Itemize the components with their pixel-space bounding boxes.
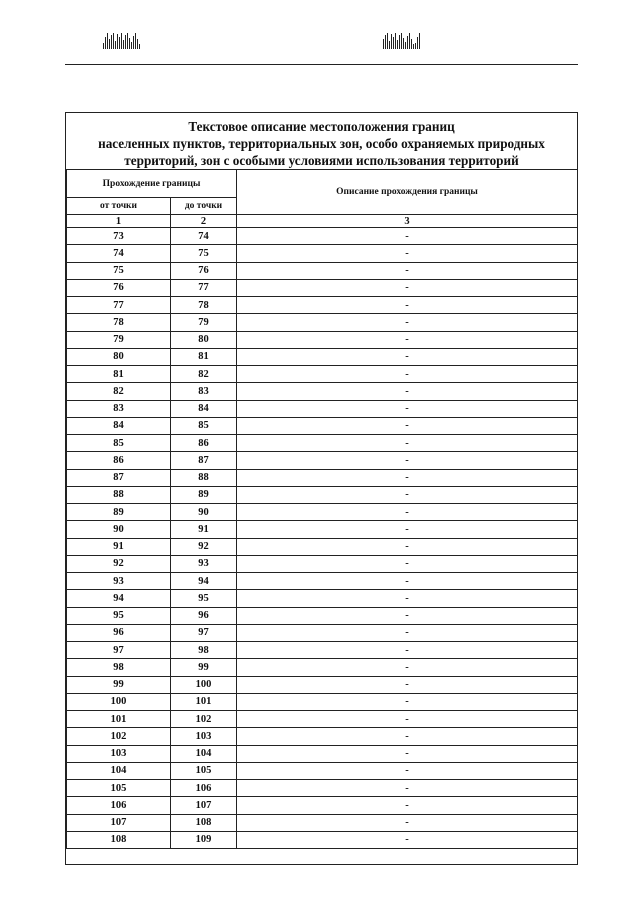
column-number-1: 1 (67, 215, 171, 228)
to-point-cell: 105 (171, 762, 237, 779)
table-row (67, 417, 578, 434)
column-number-2: 2 (171, 215, 237, 228)
barcode-bar (103, 43, 104, 49)
table-row (67, 590, 578, 607)
table-row (67, 383, 578, 400)
from-point-cell: 98 (67, 659, 171, 676)
description-cell: - (237, 486, 578, 503)
to-point-cell: 88 (171, 469, 237, 486)
column-number-3: 3 (237, 215, 578, 228)
description-cell: - (237, 831, 578, 848)
table-row (67, 521, 578, 538)
from-point-cell: 104 (67, 762, 171, 779)
to-point-cell: 98 (171, 642, 237, 659)
to-point-cell: 109 (171, 831, 237, 848)
barcode-bar (411, 39, 412, 49)
table-row (67, 642, 578, 659)
description-cell: - (237, 676, 578, 693)
barcode-bar (409, 33, 410, 49)
description-cell: - (237, 262, 578, 279)
to-point-cell: 85 (171, 417, 237, 434)
from-point-cell: 91 (67, 538, 171, 555)
from-point-cell: 73 (67, 228, 171, 245)
to-point-cell: 104 (171, 745, 237, 762)
to-point-cell: 77 (171, 279, 237, 296)
from-point-cell: 87 (67, 469, 171, 486)
to-point-cell: 90 (171, 504, 237, 521)
barcode-right (383, 33, 420, 49)
table-row (67, 279, 578, 296)
table-row (67, 245, 578, 262)
to-point-cell: 80 (171, 331, 237, 348)
description-cell: - (237, 642, 578, 659)
table-row (67, 486, 578, 503)
table-row (67, 555, 578, 572)
from-point-cell: 88 (67, 486, 171, 503)
barcode-bar (413, 44, 414, 49)
to-point-cell: 102 (171, 711, 237, 728)
description-cell: - (237, 762, 578, 779)
from-point-cell: 76 (67, 279, 171, 296)
barcode-bar (131, 42, 132, 49)
table-row (67, 797, 578, 814)
description-cell: - (237, 607, 578, 624)
description-cell: - (237, 573, 578, 590)
to-point-header: до точки (171, 198, 237, 215)
description-cell: - (237, 400, 578, 417)
to-point-cell: 107 (171, 797, 237, 814)
table-row (67, 607, 578, 624)
table-row (67, 400, 578, 417)
description-cell: - (237, 521, 578, 538)
description-cell: - (237, 228, 578, 245)
to-point-cell: 81 (171, 348, 237, 365)
description-cell: - (237, 435, 578, 452)
barcode-bar (399, 35, 400, 49)
table-row (67, 728, 578, 745)
table-row (67, 745, 578, 762)
table-row (67, 624, 578, 641)
barcode-bar (387, 33, 388, 49)
table-row (67, 573, 578, 590)
to-point-cell: 96 (171, 607, 237, 624)
to-point-cell: 94 (171, 573, 237, 590)
description-cell: - (237, 469, 578, 486)
barcode-bar (401, 33, 402, 49)
to-point-cell: 76 (171, 262, 237, 279)
title-line-2: населенных пунктов, территориальных зон, особо охраняемых природных (98, 136, 545, 151)
barcode-bar (385, 35, 386, 49)
barcode-bar (137, 39, 138, 49)
to-point-cell: 95 (171, 590, 237, 607)
from-point-cell: 93 (67, 573, 171, 590)
from-point-cell: 101 (67, 711, 171, 728)
from-point-cell: 90 (67, 521, 171, 538)
description-cell: - (237, 814, 578, 831)
from-point-cell: 78 (67, 314, 171, 331)
from-point-cell: 83 (67, 400, 171, 417)
barcode-bar (115, 41, 116, 49)
description-cell: - (237, 624, 578, 641)
barcode-bar (105, 37, 106, 49)
barcode-bar (135, 33, 136, 49)
to-point-cell: 106 (171, 780, 237, 797)
barcode-bar (123, 40, 124, 49)
description-cell: - (237, 366, 578, 383)
description-header: Описание прохождения границы (237, 170, 578, 215)
barcode-bar (111, 35, 112, 49)
description-cell: - (237, 331, 578, 348)
barcode-bar (119, 37, 120, 49)
description-cell: - (237, 711, 578, 728)
description-cell: - (237, 314, 578, 331)
from-point-cell: 92 (67, 555, 171, 572)
table-row (67, 297, 578, 314)
barcode-bar (415, 43, 416, 49)
from-point-cell: 84 (67, 417, 171, 434)
table-row (67, 659, 578, 676)
to-point-cell: 74 (171, 228, 237, 245)
barcode-left (103, 33, 140, 49)
table-row (67, 262, 578, 279)
title-line-3: территорий, зон с особыми условиями использования территорий (124, 153, 519, 168)
description-cell: - (237, 797, 578, 814)
from-point-cell: 103 (67, 745, 171, 762)
table-row (67, 504, 578, 521)
barcode-bar (113, 33, 114, 49)
barcode-bar (417, 37, 418, 49)
from-point-header: от точки (67, 198, 171, 215)
description-cell: - (237, 452, 578, 469)
boundary-passage-header: Прохождение границы (67, 170, 237, 198)
barcode-bar (403, 38, 404, 49)
table-row (67, 780, 578, 797)
table-row (67, 676, 578, 693)
barcode-bar (139, 44, 140, 49)
barcode-bar (133, 36, 134, 49)
from-point-cell: 82 (67, 383, 171, 400)
from-point-cell: 108 (67, 831, 171, 848)
table-row (67, 814, 578, 831)
description-cell: - (237, 348, 578, 365)
table-row (67, 469, 578, 486)
table-row (67, 538, 578, 555)
to-point-cell: 99 (171, 659, 237, 676)
to-point-cell: 108 (171, 814, 237, 831)
from-point-cell: 77 (67, 297, 171, 314)
table-row (67, 314, 578, 331)
description-cell: - (237, 745, 578, 762)
to-point-cell: 103 (171, 728, 237, 745)
barcode-bar (395, 33, 396, 49)
barcode-bar (407, 36, 408, 49)
boundary-description-frame (65, 112, 578, 865)
table-row (67, 228, 578, 245)
to-point-cell: 101 (171, 693, 237, 710)
barcode-bar (405, 42, 406, 49)
from-point-cell: 100 (67, 693, 171, 710)
header-divider (65, 64, 578, 65)
from-point-cell: 79 (67, 331, 171, 348)
from-point-cell: 106 (67, 797, 171, 814)
to-point-cell: 84 (171, 400, 237, 417)
title-line-1: Текстовое описание местоположения границ (188, 119, 455, 134)
description-cell: - (237, 780, 578, 797)
description-cell: - (237, 728, 578, 745)
description-cell: - (237, 245, 578, 262)
to-point-cell: 87 (171, 452, 237, 469)
table-body (67, 228, 578, 849)
to-point-cell: 79 (171, 314, 237, 331)
description-cell: - (237, 297, 578, 314)
description-cell: - (237, 417, 578, 434)
table-row (67, 831, 578, 848)
barcode-bar (117, 34, 118, 49)
from-point-cell: 97 (67, 642, 171, 659)
table-row (67, 762, 578, 779)
table-row (67, 366, 578, 383)
barcode-bar (121, 33, 122, 49)
from-point-cell: 74 (67, 245, 171, 262)
description-cell: - (237, 555, 578, 572)
table-row (67, 331, 578, 348)
barcode-bar (127, 33, 128, 49)
from-point-cell: 75 (67, 262, 171, 279)
from-point-cell: 81 (67, 366, 171, 383)
from-point-cell: 89 (67, 504, 171, 521)
from-point-cell: 95 (67, 607, 171, 624)
from-point-cell: 85 (67, 435, 171, 452)
from-point-cell: 80 (67, 348, 171, 365)
to-point-cell: 97 (171, 624, 237, 641)
table-row (67, 452, 578, 469)
barcode-bar (125, 35, 126, 49)
table-row (67, 435, 578, 452)
table-row (67, 711, 578, 728)
barcode-bar (397, 40, 398, 49)
barcode-bar (107, 33, 108, 49)
from-point-cell: 96 (67, 624, 171, 641)
description-cell: - (237, 693, 578, 710)
to-point-cell: 78 (171, 297, 237, 314)
boundary-table (66, 169, 578, 849)
to-point-cell: 91 (171, 521, 237, 538)
to-point-cell: 89 (171, 486, 237, 503)
description-cell: - (237, 659, 578, 676)
barcode-bar (419, 33, 420, 49)
barcode-bar (129, 38, 130, 49)
to-point-cell: 92 (171, 538, 237, 555)
document-title (66, 118, 577, 169)
to-point-cell: 75 (171, 245, 237, 262)
from-point-cell: 94 (67, 590, 171, 607)
to-point-cell: 100 (171, 676, 237, 693)
barcode-bar (109, 39, 110, 49)
barcode-bar (383, 39, 384, 49)
barcode-bar (391, 34, 392, 49)
description-cell: - (237, 279, 578, 296)
table-row (67, 693, 578, 710)
from-point-cell: 86 (67, 452, 171, 469)
barcode-bar (389, 41, 390, 49)
barcode-bar (393, 37, 394, 49)
from-point-cell: 102 (67, 728, 171, 745)
description-cell: - (237, 504, 578, 521)
description-cell: - (237, 590, 578, 607)
from-point-cell: 99 (67, 676, 171, 693)
to-point-cell: 93 (171, 555, 237, 572)
table-row (67, 348, 578, 365)
from-point-cell: 105 (67, 780, 171, 797)
to-point-cell: 83 (171, 383, 237, 400)
to-point-cell: 86 (171, 435, 237, 452)
description-cell: - (237, 538, 578, 555)
description-cell: - (237, 383, 578, 400)
to-point-cell: 82 (171, 366, 237, 383)
from-point-cell: 107 (67, 814, 171, 831)
